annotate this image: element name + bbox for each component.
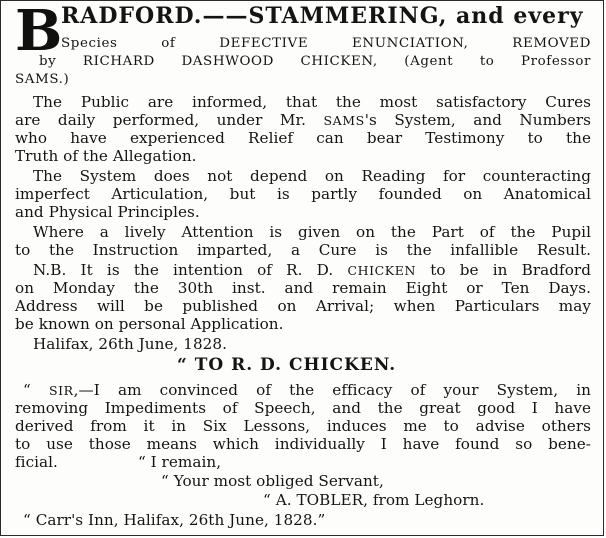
nota-bene-line-4: be known on personal Application.	[15, 315, 284, 333]
subhead-line-3: SAMS.)	[15, 72, 70, 87]
headline: RADFORD.——STAMMERING, and every	[61, 3, 584, 29]
letter-line-2: removing Impediments of Speech, and the great good I have	[15, 399, 591, 417]
paragraph-3-line-1: Where a lively Attention is given on the Part of the Pupil	[33, 223, 591, 241]
letter-address: “ Carr's Inn, Halifax, 26th June, 1828.”	[23, 511, 326, 529]
letter-line-1: “ SIR,—I am convinced of the efficacy of your System, in	[23, 381, 591, 399]
paragraph-2-line-3: and Physical Principles.	[15, 203, 200, 221]
dateline: Halifax, 26th June, 1828.	[33, 335, 227, 353]
subhead-line-2: by RICHARD DASHWOOD CHICKEN, (Agent to Professor	[39, 54, 591, 69]
paragraph-2-line-2: imperfect Articulation, but is partly founded on Anatomical	[15, 185, 591, 203]
paragraph-1-line-2: are daily performed, under Mr. SAMS's System, and Numbers	[15, 111, 591, 129]
paragraph-3-line-2: to the Instruction imparted, a Cure is the infallible Result.	[15, 241, 591, 259]
letter-line-4: to use those means which individually I have found so bene-	[15, 435, 591, 453]
nota-bene-line-2: on Monday the 30th inst. and remain Eight or Ten Days.	[15, 279, 591, 297]
letter-line-5: ficial. “ I remain,	[15, 453, 222, 471]
nota-bene-line-1: N.B. It is the intention of R. D. CHICKEN to be in Bradford	[33, 261, 591, 279]
nota-bene-line-3: Address will be published on Arrival; when Particulars may	[15, 297, 591, 315]
paragraph-1-line-4: Truth of the Allegation.	[15, 147, 197, 165]
letter-line-3: derived from it in Six Lessons, induces me to advise others	[15, 417, 591, 435]
drop-cap: B	[15, 0, 63, 64]
paragraph-2-line-1: The System does not depend on Reading for counteracting	[33, 167, 591, 185]
letter-signature: “ A. TOBLER, from Leghorn.	[263, 491, 485, 509]
letter-closing: “ Your most obliged Servant,	[161, 472, 384, 490]
paragraph-1-line-3: who have experienced Relief can bear Testimony to the	[15, 129, 591, 147]
subhead-line-1: Species of DEFECTIVE ENUNCIATION, REMOVED	[61, 36, 591, 51]
letter-heading: “ TO R. D. CHICKEN.	[177, 355, 397, 375]
paragraph-1-line-1: The Public are informed, that the most satisfactory Cures	[33, 93, 591, 111]
